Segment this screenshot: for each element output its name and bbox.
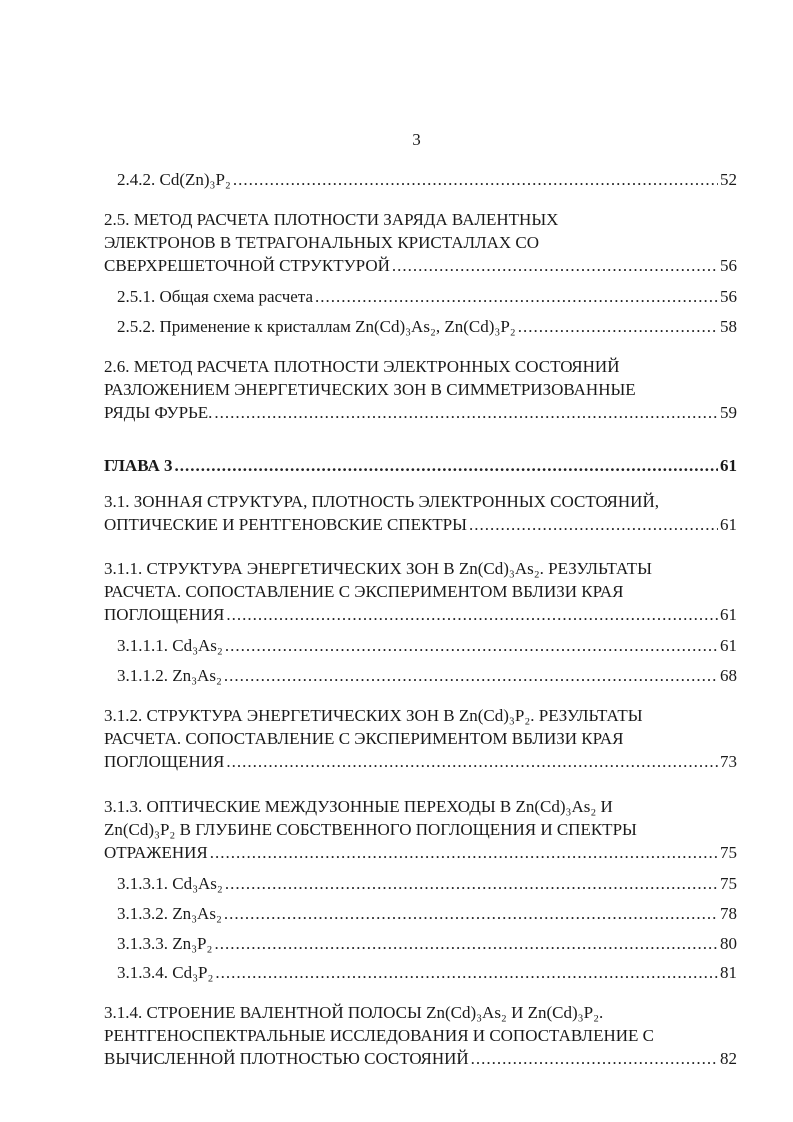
leader-dots xyxy=(224,902,718,925)
toc-entry-line: 2.6. МЕТОД РАСЧЕТА ПЛОТНОСТИ ЭЛЕКТРОННЫХ СОСТОЯНИЙ xyxy=(104,357,620,376)
toc-entry-title: 3.1.3.3. Zn₃P₂ xyxy=(117,934,213,953)
toc-entry-2-4-2[interactable] xyxy=(117,168,737,191)
leader-dots xyxy=(226,603,718,626)
toc-entry-title: 2.5.2. Применение к кристаллам Zn(Cd)₃As₂, Zn(Cd)₃P₂ xyxy=(117,317,516,336)
toc-entry-title: РЯДЫ ФУРЬЕ. xyxy=(104,403,213,422)
toc-entry-2-6[interactable] xyxy=(104,355,737,424)
toc-entry-3-1-3[interactable] xyxy=(104,795,737,864)
leader-dots xyxy=(224,664,718,687)
toc-entry-3-1-1-2[interactable] xyxy=(117,664,737,687)
toc-entry-title: 2.5.1. Общая схема расчета xyxy=(117,287,314,306)
toc-entry-line: 2.5. МЕТОД РАСЧЕТА ПЛОТНОСТИ ЗАРЯДА ВАЛЕНТНЫХ xyxy=(104,210,559,229)
toc-page-number: 75 xyxy=(720,843,737,862)
toc-page-number: 82 xyxy=(720,1049,737,1068)
leader-dots xyxy=(471,1047,718,1070)
leader-dots xyxy=(233,168,718,191)
toc-entry-2-5-1[interactable] xyxy=(117,285,737,308)
toc-page-number: 61 xyxy=(720,515,737,534)
toc-page-number: 73 xyxy=(720,752,737,771)
toc-entry-3-1-1[interactable] xyxy=(104,557,737,626)
toc-entry-title: ОТРАЖЕНИЯ xyxy=(104,843,208,862)
toc-page-number: 78 xyxy=(720,904,737,923)
leader-dots xyxy=(214,401,718,424)
toc-page-number: 61 xyxy=(720,456,737,475)
toc-entry-title: 3.1.1.2. Zn₃As₂ xyxy=(117,666,222,685)
toc-page-number: 61 xyxy=(720,636,737,655)
toc-entry-3-1-3-4[interactable] xyxy=(117,961,737,984)
toc-entry-3-1-2[interactable] xyxy=(104,704,737,773)
toc-chapter-3[interactable] xyxy=(104,454,737,477)
toc-entry-3-1-3-3[interactable] xyxy=(117,932,737,955)
toc-entry-title: ОПТИЧЕСКИЕ И РЕНТГЕНОВСКИЕ СПЕКТРЫ xyxy=(104,515,467,534)
toc-entry-title: 2.4.2. Cd(Zn)₃P₂ xyxy=(117,170,231,189)
leader-dots xyxy=(214,932,718,955)
toc-entry-3-1-1-1[interactable] xyxy=(117,634,737,657)
toc-page-number: 58 xyxy=(720,317,737,336)
leader-dots xyxy=(225,634,718,657)
toc-page-number: 56 xyxy=(720,256,737,275)
toc-entry-line: 3.1.2. СТРУКТУРА ЭНЕРГЕТИЧЕСКИХ ЗОН В Zn(Cd)₃P₂. РЕЗУЛЬТАТЫ xyxy=(104,706,643,725)
toc-page-number: 56 xyxy=(720,287,737,306)
toc-page-number: 68 xyxy=(720,666,737,685)
leader-dots xyxy=(215,961,718,984)
toc-entry-title: 3.1.3.2. Zn₃As₂ xyxy=(117,904,222,923)
leader-dots xyxy=(226,750,718,773)
toc-page-number: 59 xyxy=(720,403,737,422)
toc-page-number: 75 xyxy=(720,874,737,893)
leader-dots xyxy=(469,513,718,536)
toc-entry-line: РАСЧЕТА. СОПОСТАВЛЕНИЕ С ЭКСПЕРИМЕНТОМ ВБЛИЗИ КРАЯ xyxy=(104,729,624,748)
leader-dots xyxy=(518,315,718,338)
toc-entry-title: ПОГЛОЩЕНИЯ xyxy=(104,752,225,771)
leader-dots xyxy=(210,841,718,864)
toc-entry-line: РЕНТГЕНОСПЕКТРАЛЬНЫЕ ИССЛЕДОВАНИЯ И СОПОСТАВЛЕНИЕ С xyxy=(104,1026,654,1045)
leader-dots xyxy=(315,285,718,308)
toc-entry-3-1[interactable] xyxy=(104,490,737,536)
toc-entry-line: РАСЧЕТА. СОПОСТАВЛЕНИЕ С ЭКСПЕРИМЕНТОМ ВБЛИЗИ КРАЯ xyxy=(104,582,624,601)
toc-entry-title: ПОГЛОЩЕНИЯ xyxy=(104,605,225,624)
toc-entry-3-1-4[interactable] xyxy=(104,1001,737,1070)
toc-entry-line: 3.1.1. СТРУКТУРА ЭНЕРГЕТИЧЕСКИХ ЗОН В Zn(Cd)₃As₂. РЕЗУЛЬТАТЫ xyxy=(104,559,652,578)
toc-page-number: 61 xyxy=(720,605,737,624)
toc-entry-line: 3.1. ЗОННАЯ СТРУКТУРА, ПЛОТНОСТЬ ЭЛЕКТРОННЫХ СОСТОЯНИЙ, xyxy=(104,492,659,511)
page-number: 3 xyxy=(412,130,421,149)
toc-entry-2-5[interactable] xyxy=(104,208,737,277)
toc-entry-title: 3.1.3.4. Cd₃P₂ xyxy=(117,963,214,982)
toc-entry-line: 3.1.3. ОПТИЧЕСКИЕ МЕЖДУЗОННЫЕ ПЕРЕХОДЫ В Zn(Cd)₃As₂ И xyxy=(104,797,613,816)
toc-entry-2-5-2[interactable] xyxy=(117,315,737,338)
toc-entry-line: 3.1.4. СТРОЕНИЕ ВАЛЕНТНОЙ ПОЛОСЫ Zn(Cd)₃As₂ И Zn(Cd)₃P₂. xyxy=(104,1003,604,1022)
toc-entry-3-1-3-1[interactable] xyxy=(117,872,737,895)
toc-chapter-title: ГЛАВА 3 xyxy=(104,456,173,475)
toc-page-number: 81 xyxy=(720,963,737,982)
toc-entry-line: Zn(Cd)₃P₂ В ГЛУБИНЕ СОБСТВЕННОГО ПОГЛОЩЕНИЯ И СПЕКТРЫ xyxy=(104,820,637,839)
toc-entry-line: РАЗЛОЖЕНИЕМ ЭНЕРГЕТИЧЕСКИХ ЗОН В СИММЕТРИЗОВАННЫЕ xyxy=(104,380,636,399)
toc-entry-title: СВЕРХРЕШЕТОЧНОЙ СТРУКТУРОЙ xyxy=(104,256,390,275)
leader-dots xyxy=(225,872,718,895)
toc-entry-title: 3.1.3.1. Cd₃As₂ xyxy=(117,874,223,893)
toc-page-number: 80 xyxy=(720,934,737,953)
leader-dots xyxy=(175,454,719,477)
toc-entry-line: ЭЛЕКТРОНОВ В ТЕТРАГОНАЛЬНЫХ КРИСТАЛЛАХ СО xyxy=(104,233,540,252)
toc-entry-3-1-3-2[interactable] xyxy=(117,902,737,925)
leader-dots xyxy=(392,254,718,277)
toc-entry-title: ВЫЧИСЛЕННОЙ ПЛОТНОСТЬЮ СОСТОЯНИЙ xyxy=(104,1049,469,1068)
toc-page-number: 52 xyxy=(720,170,737,189)
toc-entry-title: 3.1.1.1. Cd₃As₂ xyxy=(117,636,223,655)
